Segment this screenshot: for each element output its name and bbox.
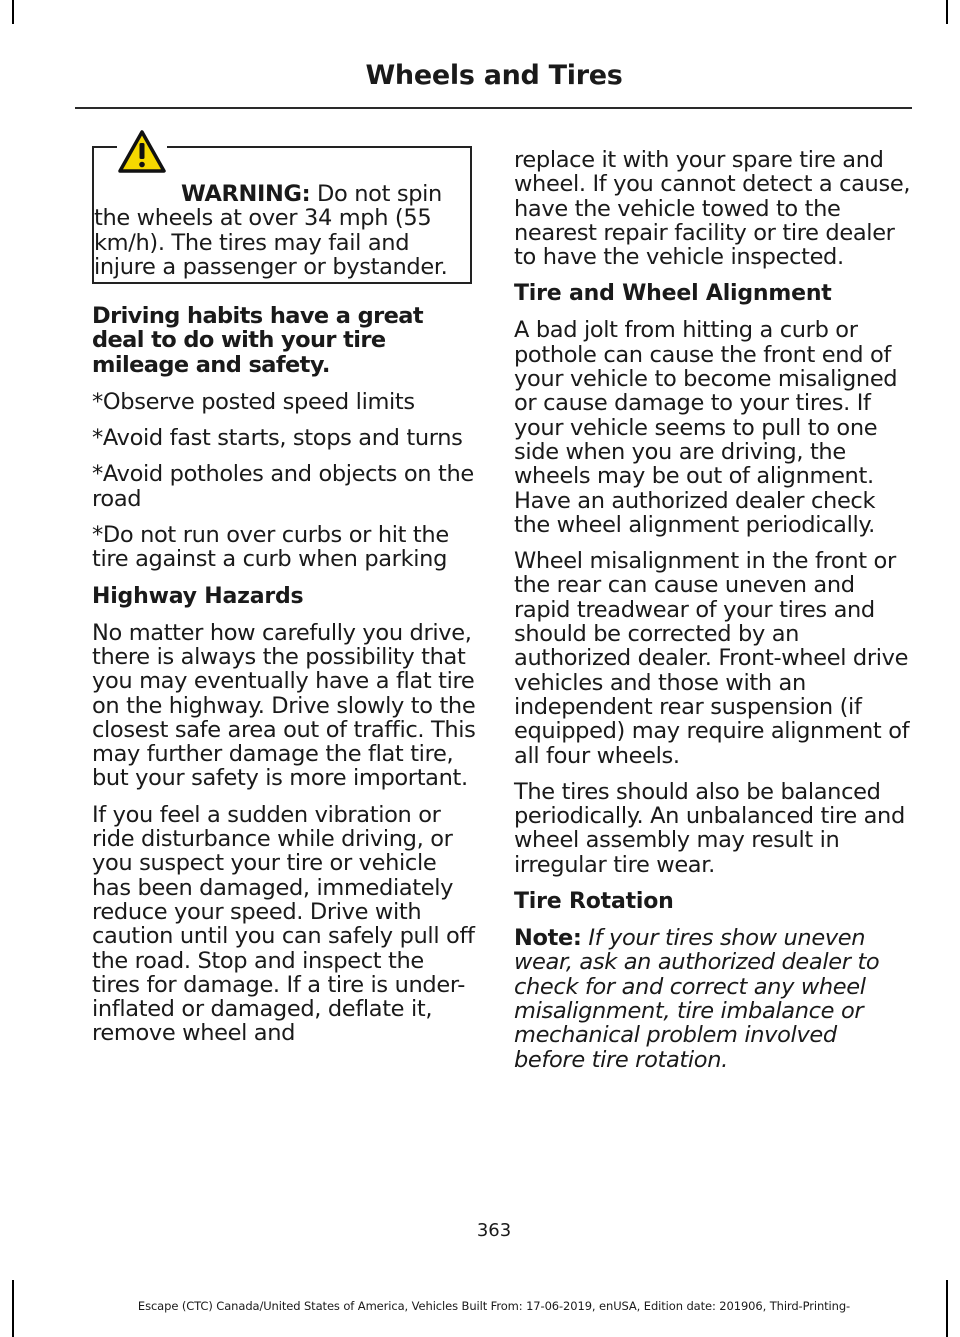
warning-triangle-icon: [117, 129, 167, 175]
tire-rotation-heading: Tire Rotation: [514, 889, 674, 915]
note-text: If your tires show uneven wear, ask an authorized dealer to check for and correct any wheel misalignment, tire imbalance or mechanical problem involved before tire rotation.: [514, 925, 880, 1073]
left-column: [92, 146, 477, 1058]
footer-edition-info: Escape (CTC) Canada/United States of America, Vehicles Built From: 17-06-2019, enUSA, Edition date: 201906, Third-Printing-: [137, 1299, 851, 1313]
warning-label: WARNING:: [181, 181, 311, 207]
tip-speed-limits: *Observe posted speed limits: [92, 388, 415, 415]
crop-mark-top-left: [12, 0, 14, 24]
alignment-paragraph-3: The tires should also be balanced periodically. An unbalanced tire and wheel assembly may result in irregular tire wear.: [514, 778, 905, 878]
header-divider: [75, 107, 912, 109]
tip-potholes: *Avoid potholes and objects on the road: [92, 461, 474, 512]
right-column: [514, 148, 912, 1084]
rotation-note: [514, 926, 912, 1072]
note-label: Note:: [514, 925, 582, 952]
alignment-heading: Tire and Wheel Alignment: [514, 281, 832, 307]
spare-tire-paragraph: replace it with your spare tire and wheel. If you cannot detect a cause, have the vehicle towed to the nearest repair facility or tire dealer to have the vehicle inspected.: [514, 147, 911, 271]
warning-text: [94, 182, 464, 279]
highway-hazards-heading: Highway Hazards: [92, 583, 304, 609]
warning-box: [92, 146, 472, 284]
highway-paragraph-2: If you feel a sudden vibration or ride disturbance while driving, or you suspect your tire or vehicle has been damaged, immediately reduce your speed. Drive with caution until you can safely pull off the road. Stop and inspect the tires for damage. If a tire is under-inflated or damaged, deflate it, remove wheel and: [92, 801, 475, 1047]
alignment-paragraph-1: A bad jolt from hitting a curb or pothole can cause the front end of your vehicle to become misaligned or cause damage to your tires. If your vehicle seems to pull to one side when you are driving, the wheels may be out of alignment. Have an authorized dealer check the wheel alignment periodically.: [514, 317, 898, 538]
crop-mark-top-right: [946, 0, 948, 24]
tip-curbs: *Do not run over curbs or hit the tire against a curb when parking: [92, 522, 449, 573]
warning-message: Do not spin the wheels at over 34 mph (55 km/h). The tires may fail and injure a passenger or bystander.: [94, 181, 448, 280]
highway-paragraph-1: No matter how carefully you drive, there is always the possibility that you may eventually have a flat tire on the highway. Drive slowly to the closest safe area out of traffic. This may further damage the flat tire, but your safety is more important.: [92, 619, 476, 792]
page-number: 363: [476, 1220, 512, 1241]
alignment-paragraph-2: Wheel misalignment in the front or the rear can cause uneven and rapid treadwear of your tires and should be corrected by an authorized dealer. Front-wheel drive vehicles and those with an independent rear suspension (if equipped) may require alignment of all four wheels.: [514, 548, 910, 769]
page-title: Wheels and Tires: [365, 60, 623, 91]
tip-fast-starts: *Avoid fast starts, stops and turns: [92, 425, 463, 452]
driving-habits-lead: Driving habits have a great deal to do with your tire mileage and safety.: [92, 303, 424, 378]
